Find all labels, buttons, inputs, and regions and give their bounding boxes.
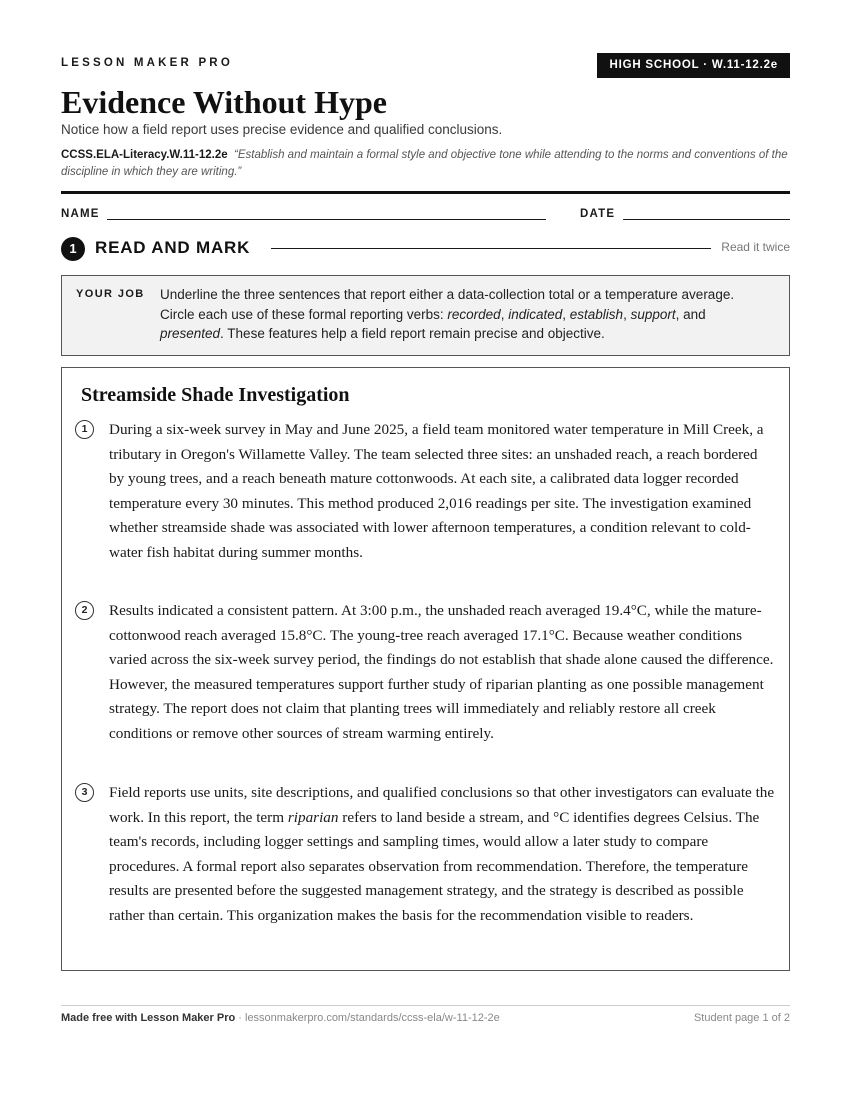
reading-passage [61, 367, 790, 971]
name-field[interactable] [107, 219, 546, 220]
standard-quote: “Establish and maintain a formal style and objective tone while attending to the norms and conventions of the discipline in which they are writing.” [61, 149, 788, 178]
footer-divider [61, 1005, 790, 1006]
section-number-badge: 1 [61, 237, 85, 261]
footer-credit: Made free with Lesson Maker Pro · lessonmakerpro.com/standards/ccss-ela/w-11-12-2e [61, 1012, 500, 1024]
instructions-box [61, 275, 790, 356]
name-label: NAME [61, 208, 100, 220]
date-label: DATE [580, 208, 616, 220]
paragraph-text: Field reports use units, site descriptions, and qualified conclusions so that other investigators can evaluate the work. In this report, the term riparian refers to land beside a stream, and °C identifies degrees Celsius. The team's records, including logger settings and sampling times, would allow a later study to compare procedures. A formal report also separates observation from recommendation. Therefore, the temperature results are presented before the suggested management strategy, and the strategy is described as possible rather than certain. This organization makes the basis for the recommendation visible to readers. [109, 784, 775, 924]
paragraph-2 [75, 599, 775, 746]
paragraph-1 [75, 418, 775, 565]
date-field[interactable] [623, 219, 790, 220]
instructions-label: YOUR JOB [76, 288, 145, 300]
paragraph-number-badge: 1 [75, 420, 94, 439]
footer-page-number: Student page 1 of 2 [693, 1012, 790, 1024]
level-badge: HIGH SCHOOL · W.11-12.2e [597, 53, 790, 78]
verb-indicated: indicated [508, 306, 563, 322]
paragraph-text: During a six-week survey in May and June 2025, a field team monitored water temperature in Mill Creek, a tributary in Oregon's Willamette Valley. The team selected three sites: an unshaded reach, a reach bordered by young trees, and a reach beneath mature cottonwoods. At each site, a calibrated data logger recorded temperature every 30 minutes. This method produced 2,016 readings per site. The investigation examined whether streamside shade was associated with lower afternoon temperatures, a condition relevant to cold-water fish habitat during summer months. [109, 421, 764, 561]
passage-title: Streamside Shade Investigation [81, 384, 350, 406]
section-divider [271, 248, 711, 249]
standard-statement [61, 147, 790, 181]
instructions-text: Underline the three sentences that report either a data-collection total or a temperature average. Circle each use of these formal reporting verbs: recorded, indicated, establish, support, and presented. These features help a field report remain precise and objective. [160, 287, 735, 341]
verb-support: support [630, 306, 676, 322]
paragraph-number-badge: 2 [75, 601, 94, 620]
page-subtitle: Notice how a field report uses precise evidence and qualified conclusions. [61, 122, 503, 137]
section-hint: Read it twice [721, 240, 790, 254]
verb-recorded: recorded [447, 306, 501, 322]
brand-name: LESSON MAKER PRO [61, 57, 233, 69]
footer-url[interactable]: lessonmakerpro.com/standards/ccss-ela/w-11-12-2e [245, 1012, 500, 1024]
paragraph-number-badge: 3 [75, 783, 94, 802]
header-divider [61, 191, 790, 194]
paragraph-3 [75, 781, 775, 928]
worksheet-page [61, 0, 790, 1100]
footer-made-by: Made free with Lesson Maker Pro [61, 1012, 236, 1024]
page-title: Evidence Without Hype [61, 84, 387, 120]
paragraph-text: Results indicated a consistent pattern. At 3:00 p.m., the unshaded reach averaged 19.4°C, while the mature-cottonwood reach averaged 15.8°C. The young-tree reach averaged 17.1°C. Because weather conditions varied across the six-week survey period, the findings do not establish that shade alone caused the difference. However, the measured temperatures support further study of riparian planting as one possible management strategy. The report does not claim that planting trees will immediately and reliably restore all creek conditions or remove other sources of stream warming entirely. [109, 602, 774, 742]
section-title: READ AND MARK [95, 238, 251, 257]
term-riparian: riparian [287, 808, 339, 826]
verb-establish: establish [569, 306, 624, 322]
verb-presented: presented [160, 326, 221, 341]
standard-code: CCSS.ELA-Literacy.W.11-12.2e [61, 149, 228, 161]
